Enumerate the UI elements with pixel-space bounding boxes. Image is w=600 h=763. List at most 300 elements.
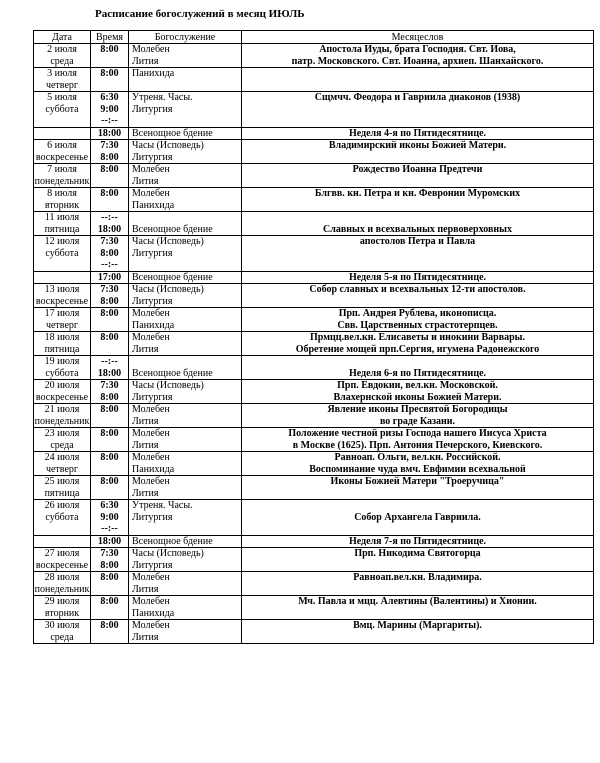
time-line: --:-- xyxy=(101,259,118,270)
header-row xyxy=(34,31,594,44)
schedule-body xyxy=(34,44,594,644)
saint-line: патр. Московского. Свт. Иоанна, архиеп. Шанхайского. xyxy=(291,55,544,67)
table-row xyxy=(34,68,594,92)
table-row xyxy=(34,164,594,188)
cell-saint xyxy=(242,596,594,620)
schedule-table xyxy=(33,30,594,644)
time-line xyxy=(91,584,128,596)
date-line: 28 июля xyxy=(44,572,80,583)
cell-date xyxy=(34,500,91,536)
saint-line: Прп. Андрея Рублева, иконописца. xyxy=(338,308,497,319)
cell-service xyxy=(129,127,242,140)
time-line: --:-- xyxy=(101,115,118,126)
time-line: --:-- xyxy=(101,356,118,367)
cell-saint xyxy=(242,44,594,68)
time-line: --:-- xyxy=(101,212,118,223)
time-line: 7:30 xyxy=(100,140,119,151)
saint-line: Мч. Павла и мцц. Алевтины (Валентины) и Хионии. xyxy=(298,596,537,607)
cell-time xyxy=(91,271,129,284)
cell-saint xyxy=(242,164,594,188)
saint-line: Апостола Иуды, брата Господня. Свт. Иова, xyxy=(319,44,516,55)
time-line xyxy=(91,320,128,332)
cell-service xyxy=(129,596,242,620)
table-row xyxy=(34,308,594,332)
service-line: Молебен xyxy=(132,596,170,607)
date-line: 23 июля xyxy=(44,428,80,439)
header-date: Дата xyxy=(34,31,91,44)
service-line: Панихида xyxy=(132,463,175,475)
cell-date xyxy=(34,548,91,572)
service-line: Лития xyxy=(132,439,159,451)
saint-line: Неделя 4-я по Пятидесятнице. xyxy=(348,127,487,139)
cell-saint xyxy=(242,620,594,644)
service-line xyxy=(132,212,241,224)
cell-time xyxy=(91,452,129,476)
time-line: 7:30 xyxy=(100,236,119,247)
service-line: Литургия xyxy=(132,151,173,163)
table-row xyxy=(34,500,594,536)
date-line: пятница xyxy=(44,343,80,355)
service-line: Всенощное бдение xyxy=(132,367,213,379)
date-line: 7 июля xyxy=(47,164,77,175)
date-line: понедельник xyxy=(34,583,90,595)
date-line: среда xyxy=(50,439,74,451)
service-line: Лития xyxy=(132,175,159,187)
cell-date xyxy=(34,212,91,236)
cell-date xyxy=(34,620,91,644)
cell-service xyxy=(129,548,242,572)
service-line: Литургия xyxy=(132,391,173,403)
service-line: Молебен xyxy=(132,620,170,631)
table-row xyxy=(34,332,594,356)
cell-service xyxy=(129,68,242,92)
time-line: 6:30 xyxy=(100,500,119,511)
cell-service xyxy=(129,572,242,596)
date-line: пятница xyxy=(44,223,80,235)
time-line: 8:00 xyxy=(100,164,119,175)
table-row xyxy=(34,452,594,476)
date-line: 24 июля xyxy=(44,452,80,463)
service-line xyxy=(132,259,241,271)
time-line: 8:00 xyxy=(100,295,119,307)
saint-line: Равноап. Ольги, вел.кн. Российской. xyxy=(334,452,501,463)
cell-time xyxy=(91,140,129,164)
service-line: Литургия xyxy=(132,559,173,571)
table-row xyxy=(34,476,594,500)
cell-date xyxy=(34,127,91,140)
date-line: 25 июля xyxy=(44,476,80,487)
date-line: среда xyxy=(50,631,74,643)
table-row xyxy=(34,596,594,620)
cell-saint xyxy=(242,452,594,476)
date-line: четверг xyxy=(45,319,79,331)
date-line: пятница xyxy=(44,487,80,499)
cell-time xyxy=(91,68,129,92)
saint-line: Прп. Евдокии, вел.кн. Московской. xyxy=(337,380,498,391)
cell-date xyxy=(34,596,91,620)
date-line: 21 июля xyxy=(44,404,80,415)
cell-service xyxy=(129,308,242,332)
cell-saint xyxy=(242,140,594,164)
saint-line xyxy=(242,68,593,80)
date-line: понедельник xyxy=(34,175,90,187)
cell-service xyxy=(129,476,242,500)
cell-service xyxy=(129,452,242,476)
time-line: 17:00 xyxy=(97,271,122,283)
time-line: 8:00 xyxy=(100,308,119,319)
cell-saint xyxy=(242,271,594,284)
table-row xyxy=(34,404,594,428)
saint-line: Рождество Иоанна Предтечи xyxy=(352,164,483,175)
saint-line: Прп. Никодима Святогорца xyxy=(354,548,481,559)
cell-time xyxy=(91,188,129,212)
header-service: Богослужение xyxy=(129,31,242,44)
cell-time xyxy=(91,236,129,272)
cell-date xyxy=(34,428,91,452)
saint-line: во граде Казани. xyxy=(379,415,456,427)
cell-time xyxy=(91,620,129,644)
service-line: Часы (Исповедь) xyxy=(132,236,204,247)
cell-saint xyxy=(242,332,594,356)
cell-time xyxy=(91,212,129,236)
date-line: воскресенье xyxy=(35,391,89,403)
page-title: Расписание богослужений в месяц ИЮЛЬ xyxy=(95,8,305,20)
saint-line xyxy=(242,356,593,368)
service-line: Молебен xyxy=(132,308,170,319)
service-line: Утреня. Часы. xyxy=(132,92,193,103)
cell-date xyxy=(34,284,91,308)
time-line: 8:00 xyxy=(100,452,119,463)
cell-saint xyxy=(242,380,594,404)
date-line: 5 июля xyxy=(47,92,77,103)
date-line: 27 июля xyxy=(44,548,80,559)
table-row xyxy=(34,92,594,128)
date-line xyxy=(34,536,90,548)
table-row xyxy=(34,44,594,68)
service-line: Литургия xyxy=(132,103,173,115)
date-line: 6 июля xyxy=(47,140,77,151)
cell-time xyxy=(91,332,129,356)
table-row xyxy=(34,140,594,164)
time-line: 8:00 xyxy=(100,620,119,631)
cell-date xyxy=(34,404,91,428)
time-line: 8:00 xyxy=(100,428,119,439)
saint-line: Положение честной ризы Господа нашего Иисуса Христа xyxy=(288,428,547,439)
cell-time xyxy=(91,404,129,428)
time-line: 8:00 xyxy=(100,247,119,259)
cell-service xyxy=(129,404,242,428)
time-line xyxy=(91,440,128,452)
cell-service xyxy=(129,164,242,188)
table-row xyxy=(34,127,594,140)
saint-line: Сщмчч. Феодора и Гавриила диаконов (1938) xyxy=(314,92,521,103)
saint-line: Собор славных и всехвальных 12-ти апостолов. xyxy=(309,284,526,295)
service-line: Лития xyxy=(132,631,159,643)
time-line xyxy=(91,200,128,212)
cell-date xyxy=(34,356,91,380)
cell-date xyxy=(34,164,91,188)
date-line: 26 июля xyxy=(44,500,80,511)
service-line: Лития xyxy=(132,487,159,499)
cell-service xyxy=(129,535,242,548)
service-line: Всенощное бдение xyxy=(132,127,213,139)
cell-date xyxy=(34,308,91,332)
cell-date xyxy=(34,140,91,164)
service-line: Лития xyxy=(132,415,159,427)
date-line: 11 июля xyxy=(44,212,80,223)
service-line: Молебен xyxy=(132,332,170,343)
header-menologion: Месяцеслов xyxy=(242,31,594,44)
cell-date xyxy=(34,452,91,476)
table-row xyxy=(34,356,594,380)
service-line: Литургия xyxy=(132,247,173,259)
cell-time xyxy=(91,548,129,572)
date-line: 30 июля xyxy=(44,620,80,631)
saint-line: Явление иконы Пресвятой Богородицы xyxy=(327,404,508,415)
time-line: 8:00 xyxy=(100,404,119,415)
service-line: Часы (Исповедь) xyxy=(132,548,204,559)
time-line: 8:00 xyxy=(100,188,119,199)
cell-saint xyxy=(242,68,594,92)
cell-service xyxy=(129,92,242,128)
time-line: 8:00 xyxy=(100,391,119,403)
time-line: 8:00 xyxy=(100,332,119,343)
time-line: 8:00 xyxy=(100,151,119,163)
saint-line: Обретение мощей прп.Сергия, игумена Радонежского xyxy=(295,343,540,355)
date-line: 8 июля xyxy=(47,188,77,199)
time-line xyxy=(91,80,128,92)
cell-service xyxy=(129,380,242,404)
date-line xyxy=(34,272,90,284)
cell-saint xyxy=(242,188,594,212)
time-line xyxy=(91,56,128,68)
time-line: 18:00 xyxy=(97,535,122,547)
saint-line xyxy=(242,500,593,512)
service-line: Часы (Исповедь) xyxy=(132,140,204,151)
service-line: Молебен xyxy=(132,452,170,463)
cell-time xyxy=(91,308,129,332)
date-line: воскресенье xyxy=(35,559,89,571)
cell-saint xyxy=(242,476,594,500)
cell-time xyxy=(91,380,129,404)
service-line: Молебен xyxy=(132,428,170,439)
table-row xyxy=(34,380,594,404)
service-line: Часы (Исповедь) xyxy=(132,284,204,295)
cell-service xyxy=(129,236,242,272)
cell-time xyxy=(91,44,129,68)
table-row xyxy=(34,572,594,596)
date-line: суббота xyxy=(45,247,79,259)
date-line: воскресенье xyxy=(35,295,89,307)
saint-line: Воспоминание чуда вмч. Евфимии всехвальной xyxy=(309,463,526,475)
cell-time xyxy=(91,92,129,128)
time-line: 8:00 xyxy=(100,44,119,55)
service-line: Молебен xyxy=(132,164,170,175)
date-line: среда xyxy=(50,55,74,67)
service-line: Панихида xyxy=(132,319,175,331)
table-row xyxy=(34,188,594,212)
saint-line: Владимирский иконы Божией Матери. xyxy=(328,140,507,151)
cell-saint xyxy=(242,212,594,236)
service-line: Всенощное бдение xyxy=(132,535,213,547)
cell-saint xyxy=(242,500,594,536)
cell-date xyxy=(34,44,91,68)
cell-time xyxy=(91,596,129,620)
cell-service xyxy=(129,212,242,236)
time-line xyxy=(91,344,128,356)
cell-saint xyxy=(242,404,594,428)
date-line: 20 июля xyxy=(44,380,80,391)
cell-time xyxy=(91,500,129,536)
saint-line: в Москве (1625). Прп. Антония Печерского, Киевского. xyxy=(292,439,543,451)
time-line: 8:00 xyxy=(100,68,119,79)
saint-line: Блгвв. кн. Петра и кн. Февронии Муромских xyxy=(314,188,521,199)
cell-saint xyxy=(242,308,594,332)
time-line: 7:30 xyxy=(100,284,119,295)
date-line: 17 июля xyxy=(44,308,80,319)
service-line xyxy=(132,80,241,92)
date-line: 29 июля xyxy=(44,596,80,607)
date-line: 18 июля xyxy=(44,332,80,343)
time-line: 18:00 xyxy=(97,127,122,139)
table-row xyxy=(34,535,594,548)
service-line xyxy=(132,356,241,368)
cell-service xyxy=(129,500,242,536)
service-line: Литургия xyxy=(132,295,173,307)
cell-service xyxy=(129,428,242,452)
cell-service xyxy=(129,284,242,308)
cell-time xyxy=(91,284,129,308)
cell-service xyxy=(129,620,242,644)
time-line: 9:00 xyxy=(100,103,119,115)
saint-line: Неделя 5-я по Пятидесятнице. xyxy=(348,271,487,283)
cell-saint xyxy=(242,284,594,308)
cell-service xyxy=(129,271,242,284)
cell-service xyxy=(129,188,242,212)
service-line: Молебен xyxy=(132,188,170,199)
date-line: 2 июля xyxy=(47,44,77,55)
time-line: 7:30 xyxy=(100,380,119,391)
time-line xyxy=(91,632,128,644)
service-line: Панихида xyxy=(132,68,175,79)
cell-time xyxy=(91,572,129,596)
date-line: суббота xyxy=(45,367,79,379)
cell-time xyxy=(91,164,129,188)
service-line: Часы (Исповедь) xyxy=(132,380,204,391)
cell-time xyxy=(91,476,129,500)
table-row xyxy=(34,212,594,236)
cell-date xyxy=(34,188,91,212)
service-line: Литургия xyxy=(132,511,173,523)
service-line: Панихида xyxy=(132,199,175,211)
saint-line: Прмцц.вел.кн. Елисаветы и инокини Варвары. xyxy=(310,332,525,343)
time-line: 7:30 xyxy=(100,548,119,559)
time-line: 6:30 xyxy=(100,92,119,103)
cell-saint xyxy=(242,127,594,140)
saint-line: Вмц. Марины (Маргариты). xyxy=(353,620,482,631)
date-line: 12 июля xyxy=(44,236,80,247)
cell-saint xyxy=(242,535,594,548)
table-row xyxy=(34,428,594,452)
service-line: Лития xyxy=(132,343,159,355)
cell-date xyxy=(34,271,91,284)
cell-date xyxy=(34,332,91,356)
cell-service xyxy=(129,332,242,356)
service-line: Всенощное бдение xyxy=(132,271,213,283)
date-line: четверг xyxy=(45,463,79,475)
service-line: Панихида xyxy=(132,607,175,619)
cell-saint xyxy=(242,428,594,452)
cell-service xyxy=(129,140,242,164)
cell-date xyxy=(34,236,91,272)
saint-line: Неделя 6-я по Пятидесятнице. xyxy=(348,367,487,379)
service-line: Молебен xyxy=(132,572,170,583)
cell-saint xyxy=(242,572,594,596)
date-line: 3 июля xyxy=(47,68,77,79)
table-row xyxy=(34,271,594,284)
date-line xyxy=(34,128,90,140)
cell-saint xyxy=(242,236,594,272)
cell-time xyxy=(91,127,129,140)
cell-date xyxy=(34,92,91,128)
time-line: 18:00 xyxy=(97,367,122,379)
table-row xyxy=(34,284,594,308)
cell-time xyxy=(91,428,129,452)
header-time: Время xyxy=(91,31,129,44)
date-line: вторник xyxy=(44,607,80,619)
time-line xyxy=(91,416,128,428)
saint-line xyxy=(242,212,593,224)
table-row xyxy=(34,620,594,644)
service-line: Молебен xyxy=(132,44,170,55)
cell-date xyxy=(34,476,91,500)
service-line: Молебен xyxy=(132,476,170,487)
date-line: суббота xyxy=(45,103,79,115)
date-line: воскресенье xyxy=(35,151,89,163)
date-line: понедельник xyxy=(34,415,90,427)
time-line: 18:00 xyxy=(97,223,122,235)
time-line: 9:00 xyxy=(100,511,119,523)
cell-saint xyxy=(242,356,594,380)
time-line: 8:00 xyxy=(100,476,119,487)
time-line: 8:00 xyxy=(100,572,119,583)
date-line: вторник xyxy=(44,199,80,211)
time-line xyxy=(91,488,128,500)
cell-saint xyxy=(242,92,594,128)
cell-time xyxy=(91,356,129,380)
cell-date xyxy=(34,68,91,92)
date-line: 13 июля xyxy=(44,284,80,295)
saint-line: Влахернской иконы Божией Матери. xyxy=(333,391,502,403)
time-line xyxy=(91,464,128,476)
service-line: Лития xyxy=(132,55,159,67)
time-line xyxy=(91,176,128,188)
date-line: 19 июля xyxy=(44,356,80,367)
service-line xyxy=(132,523,241,535)
table-row xyxy=(34,548,594,572)
saint-line: апостолов Петра и Павла xyxy=(359,236,476,247)
cell-date xyxy=(34,572,91,596)
cell-service xyxy=(129,44,242,68)
time-line xyxy=(91,608,128,620)
date-line: четверг xyxy=(45,79,79,91)
saint-line: Неделя 7-я по Пятидесятнице. xyxy=(348,535,487,547)
cell-service xyxy=(129,356,242,380)
cell-date xyxy=(34,535,91,548)
saint-line: Иконы Божией Матери "Троеручица" xyxy=(330,476,505,487)
cell-time xyxy=(91,535,129,548)
service-line: Лития xyxy=(132,583,159,595)
